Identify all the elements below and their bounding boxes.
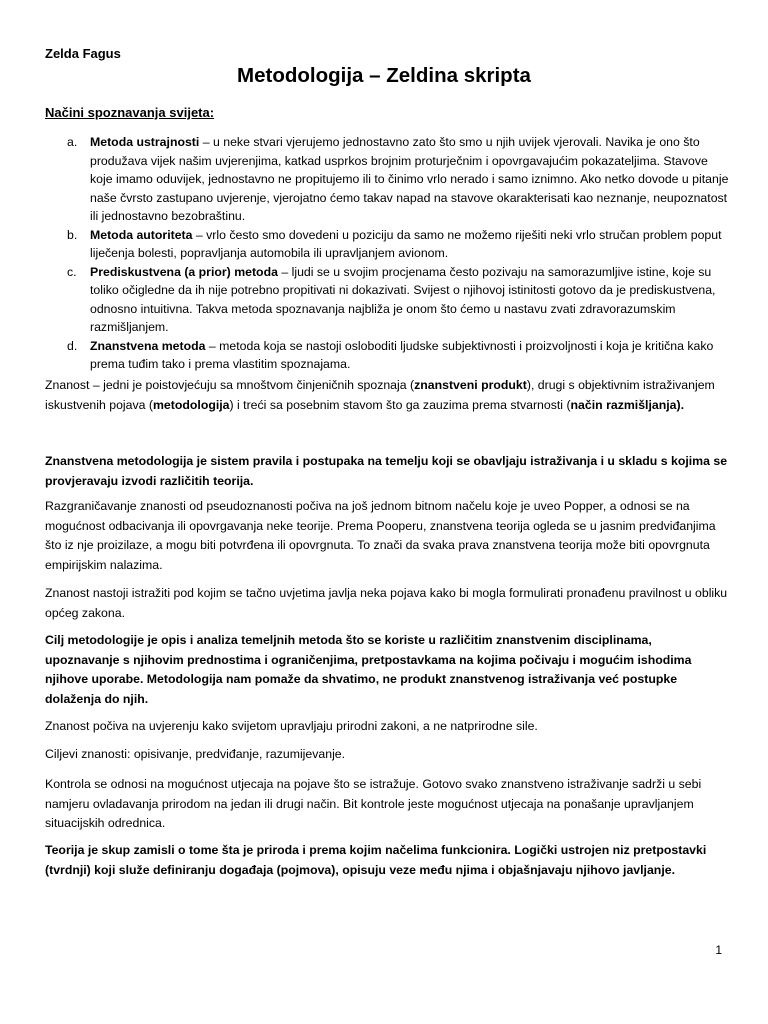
methods-list <box>45 133 729 374</box>
list-marker: a. <box>67 135 78 149</box>
list-marker: c. <box>67 264 77 279</box>
list-marker: b. <box>67 227 78 242</box>
paragraph-popper: Razgraničavanje znanosti od pseudoznanosti počiva na još jednom bitnom načelu koje je uveo Popper, a odnosi se na mogućnost odbacivanja ili opovrgavanja neke teorije. Prema Pooperu, znanstvena teorija ogleda se u jasnim predviđanjima što iz nje proizilaze, a mogu biti potvrđena ili opovrgnuta. To znači da svaka prava znanstvena teorija može biti opovrgnuta empirijskim nalazima. <box>45 499 716 572</box>
paragraph-text: ), drugi s objektivnim istraživanjem iskustvenih pojava ( <box>45 378 715 412</box>
paragraph-kontrola: Kontrola se odnosi na mogućnost utjecaja na pojave što se istražuje. Gotovo svako znanstveno istraživanje sadrži u sebi namjeru ovladavanja prirodom na jedan ili drugi način. Bit kontrole jeste mogućnost utjecaja na ponašanje upravljanjem situacijskih odrednica. <box>45 777 702 830</box>
paragraph-text: Znanost – jedni je poistovjećuju sa mnoštvom činjeničnih spoznaja ( <box>45 378 415 392</box>
page-number: 1 <box>715 943 722 957</box>
list-marker: d. <box>67 338 78 353</box>
method-name: Prediskustvena (a prior) metoda <box>90 264 278 279</box>
paragraph-prirodni-zakoni: Znanost počiva na uvjerenju kako svijetom upravljaju prirodni zakoni, a ne natprirodne sile. <box>45 719 538 733</box>
term-metodologija: metodologija <box>153 397 230 412</box>
method-name: Metoda autoriteta <box>90 227 193 242</box>
list-item-method-d <box>45 337 729 374</box>
paragraph-teorija: Teorija je skup zamisli o tome šta je priroda i prema kojim načelima funkcionira. Logički ustrojen niz pretpostavki (tvrdnji) koji služe definiranju događaja (pojmova), opisuju veze među njima i objašnjavaju njihovo javljanje. <box>45 843 707 877</box>
author-name: Zelda Fagus <box>45 46 121 61</box>
paragraph-metodologija-definition: Znanstvena metodologija je sistem pravila i postupaka na temelju koji se obavljaju istraživanja i u skladu s kojima se provjeravaju izvodi različitih teorija. <box>45 454 728 488</box>
method-description: – u neke stvari vjerujemo jednostavno zato što smo u njih uvijek vjerovali. Navika je ono što produžava vijek našim uvjerenjima, katkad usprkos brojnim proturječnim i opovrgavajućim pokazateljima. Stavove koje imamo oduvijek, jednostavno ne propitujemo ili to činimo vrlo nerado i samo iznimno. Ako netko dovode u pitanje naše čvrsto zastupano uvjerenje, vjerojatno ćemo takav napad na stavove okarakterisati kao neznanje, neupoznatost ili jednostavno bezobraštinu. <box>90 135 729 223</box>
method-description: – ljudi se u svojim procjenama često pozivaju na samorazumljive istine, koje su toliko očigledne da ih nije potrebno propitivati ni dokazivati. Svijest o njihovoj istinitosti gotovo da je prediskustvena, odnosno intuitivna. Takva metoda spoznavanja najbliža je onom što ćemo u nastavu zvati zdravorazumskim razmišljanjem. <box>90 264 716 334</box>
method-name: Znanstvena metoda <box>90 338 206 353</box>
paragraph-znanost-definition <box>45 376 729 415</box>
list-item-method-a <box>45 133 729 226</box>
list-item-method-b <box>45 226 729 263</box>
paragraph-cilj-metodologije: Cilj metodologije je opis i analiza temeljnih metoda što se koriste u različitim znanstvenim disciplinama, upoznavanje s njihovim prednostima i ograničenjima, pretpostavkama na kojima počivaju i mogućim ishodima njihove uporabe. Metodologija nam pomaže da shvatimo, ne produkt znanstvenog istraživanja već postupke dolaženja do njih. <box>45 633 692 706</box>
paragraph-text: ) i treći sa posebnim stavom što ga zauzima prema stvarnosti ( <box>229 397 571 412</box>
method-description: – metoda koja se nastoji osloboditi ljudske subjektivnosti i proizvoljnosti i koja je kritična kako prema tuđim tako i prema vlastitim spoznajama. <box>90 338 714 371</box>
page-title: Metodologija – Zeldina skripta <box>237 64 531 87</box>
method-name: Metoda ustrajnosti <box>90 135 200 149</box>
paragraph-ciljevi-znanosti: Ciljevi znanosti: opisivanje, predviđanje, razumijevanje. <box>45 747 346 761</box>
method-description: – vrlo često smo dovedeni u poziciju da samo ne možemo riješiti neki vrlo stručan problem poput liječenja bolesti, popravljanja automobila ili upravljanjem avionom. <box>90 227 722 260</box>
list-item-method-c <box>45 263 729 337</box>
section-heading: Načini spoznavanja svijeta: <box>45 105 215 120</box>
term-nacin-razmisljanja: način razmišljanja). <box>570 397 684 412</box>
paragraph-opci-zakon: Znanost nastoji istražiti pod kojim se tačno uvjetima javlja neka pojava kako bi mogla formulirati pronađenu pravilnost u obliku općeg zakona. <box>45 586 728 620</box>
term-znanstveni-produkt: znanstveni produkt <box>414 378 527 392</box>
